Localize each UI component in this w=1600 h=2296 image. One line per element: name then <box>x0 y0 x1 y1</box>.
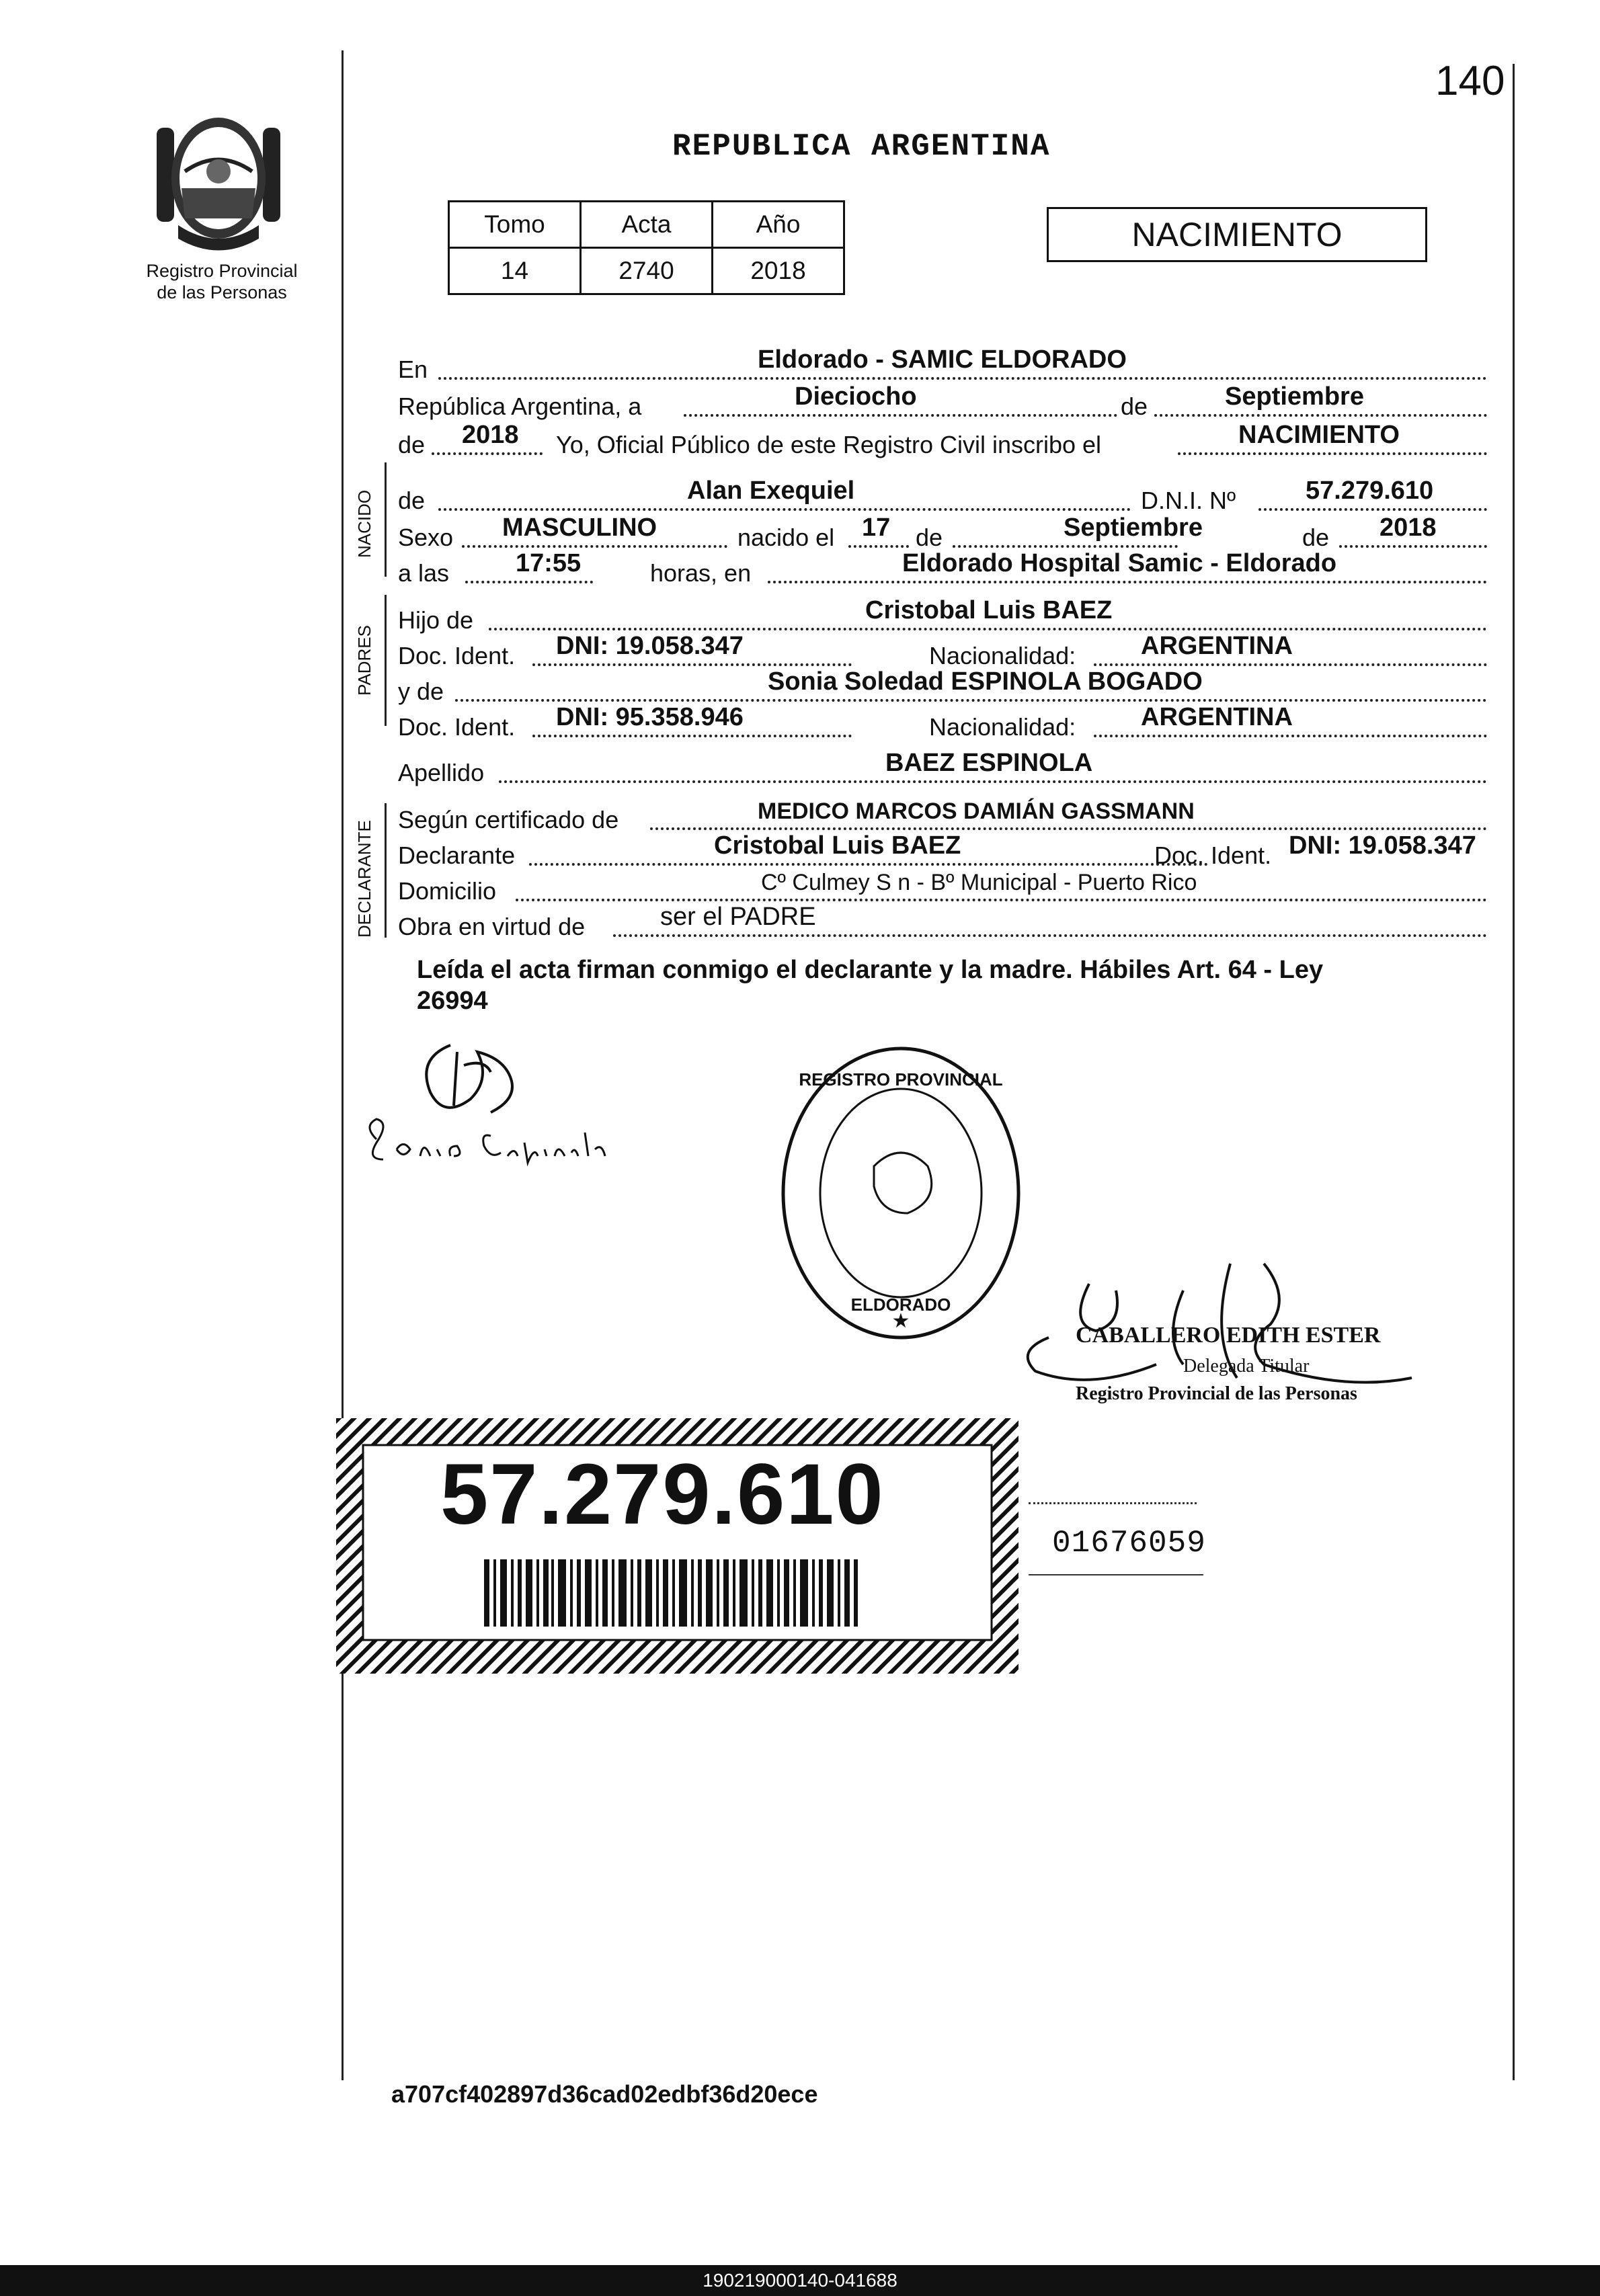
sex-value: MASCULINO <box>502 514 657 542</box>
en-label: En <box>398 356 428 383</box>
hijo-de-label: Hijo de <box>398 606 474 634</box>
address-value: Cº Culmey S n - Bº Municipal - Puerto Rico <box>761 870 1197 895</box>
footer-id-bar <box>0 2265 1600 2296</box>
table-header-acta: Acta <box>581 202 713 248</box>
nacionalidad-label: Nacionalidad: <box>929 642 1076 669</box>
apellido-label: Apellido <box>398 759 485 786</box>
serial-underline <box>1029 1574 1203 1575</box>
table-header-tomo: Tomo <box>449 202 581 248</box>
document-hash: a707cf402897d36cad02edbf36d20ece <box>391 2080 818 2108</box>
official-org: Registro Provincial de las Personas <box>1076 1383 1357 1404</box>
record-table <box>448 200 845 295</box>
nacionalidad-label: Nacionalidad: <box>929 713 1076 741</box>
registry-label-line2: de las Personas <box>157 282 287 302</box>
row-apellido <box>398 743 1487 787</box>
time-value: 17:55 <box>516 549 582 577</box>
birth-year-value: 2018 <box>1379 514 1437 542</box>
obra-label: Obra en virtud de <box>398 913 586 940</box>
closing-note <box>417 954 1466 1016</box>
table-header-ano: Año <box>713 202 844 248</box>
mother-signature <box>356 1025 639 1186</box>
padres-bracket <box>385 595 387 726</box>
registry-label-line1: Registro Provincial <box>146 261 298 281</box>
father-nationality-value: ARGENTINA <box>1141 632 1293 660</box>
closing-line-2: 26994 <box>417 987 488 1015</box>
table-value-ano: 2018 <box>713 248 844 294</box>
certificate-value: MEDICO MARCOS DAMIÁN GASSMANN <box>758 798 1195 824</box>
dotted-line <box>499 780 1487 783</box>
nacido-de-label: de <box>398 487 426 514</box>
declarant-doc-value: DNI: 19.058.347 <box>1289 831 1476 860</box>
row-mother-doc <box>398 697 1487 741</box>
mother-doc-value: DNI: 95.358.946 <box>556 703 744 731</box>
obra-value: ser el PADRE <box>660 903 816 931</box>
registry-label <box>128 260 316 303</box>
record-type-box: NACIMIENTO <box>1047 207 1427 262</box>
official-text: Yo, Oficial Público de este Registro Civil inscribo el <box>556 431 1102 458</box>
a-las-label: a las <box>398 559 450 587</box>
serial-underline-top <box>1029 1502 1197 1504</box>
de-label: de <box>1302 524 1330 551</box>
serial-number: 01676059 <box>1052 1526 1206 1561</box>
horas-label: horas, en <box>650 559 752 587</box>
doc-label: Doc. Ident. <box>398 642 516 669</box>
official-title: Delegada Titular <box>1183 1356 1310 1377</box>
registry-stamp <box>773 1038 1029 1348</box>
certificado-label: Según certificado de <box>398 806 619 833</box>
page-number: 140 <box>1435 58 1505 104</box>
left-margin-line <box>342 50 344 2080</box>
doc-label: Doc. Ident. <box>398 713 516 741</box>
mother-nationality-value: ARGENTINA <box>1141 703 1293 731</box>
year-value: 2018 <box>462 421 519 449</box>
svg-text:★: ★ <box>891 1310 910 1332</box>
right-margin-line <box>1513 64 1515 2080</box>
de-label: de <box>916 524 943 551</box>
record-kind-value: NACIMIENTO <box>1238 421 1400 449</box>
birth-month-value: Septiembre <box>1064 514 1203 542</box>
mother-name-value: Sonia Soledad ESPINOLA BOGADO <box>768 667 1203 696</box>
child-name-value: Alan Exequiel <box>687 477 855 505</box>
row-year <box>398 415 1487 459</box>
father-doc-value: DNI: 19.058.347 <box>556 632 744 660</box>
nacido-section-label: NACIDO <box>354 489 374 558</box>
dotted-line <box>613 934 1487 937</box>
month-text-value: Septiembre <box>1225 382 1364 411</box>
birth-place-value: Eldorado Hospital Samic - Eldorado <box>902 549 1337 577</box>
declarante-label: Declarante <box>398 842 516 869</box>
table-value-acta: 2740 <box>581 248 713 294</box>
de-label: de <box>1121 393 1148 420</box>
barcode <box>484 1559 861 1627</box>
dotted-line <box>1094 735 1487 737</box>
dotted-line <box>465 581 593 583</box>
row-nacido-hora <box>398 543 1487 587</box>
registry-seal-logo <box>151 108 286 255</box>
place-value: Eldorado - SAMIC ELDORADO <box>758 345 1127 374</box>
declarante-section-label: DECLARANTE <box>354 820 374 938</box>
row-obra <box>398 897 1487 941</box>
official-name: CABALLERO EDITH ESTER <box>1076 1323 1381 1348</box>
father-name-value: Cristobal Luis BAEZ <box>865 596 1113 624</box>
birth-day-value: 17 <box>862 514 891 542</box>
svg-text:ELDORADO: ELDORADO <box>850 1295 951 1315</box>
footer-id: 190219000140-041688 <box>703 2270 897 2291</box>
dotted-line <box>532 735 852 737</box>
year-prefix-label: de <box>398 431 426 458</box>
child-dni-value: 57.279.610 <box>1306 477 1434 505</box>
svg-text:REGISTRO PROVINCIAL: REGISTRO PROVINCIAL <box>799 1069 1003 1090</box>
nacido-bracket <box>385 462 387 577</box>
closing-line-1: Leída el acta firman conmigo el declarante y la madre. Hábiles Art. 64 - Ley <box>417 956 1324 984</box>
table-value-tomo: 14 <box>449 248 581 294</box>
dotted-line <box>768 581 1487 583</box>
sticker-dni-number: 57.279.610 <box>440 1446 885 1543</box>
dni-label: D.N.I. Nº <box>1141 487 1236 514</box>
doc-label: Doc. Ident. <box>1154 842 1272 869</box>
day-text-value: Dieciocho <box>795 382 917 411</box>
dotted-line <box>432 452 543 455</box>
y-de-label: y de <box>398 678 444 705</box>
nacido-el-label: nacido el <box>737 524 835 551</box>
padres-section-label: PADRES <box>354 625 374 696</box>
apellido-value: BAEZ ESPINOLA <box>885 749 1093 777</box>
declarant-name-value: Cristobal Luis BAEZ <box>714 831 961 860</box>
domicilio-label: Domicilio <box>398 877 497 905</box>
document-title: REPUBLICA ARGENTINA <box>672 129 1051 164</box>
sexo-label: Sexo <box>398 524 454 551</box>
republica-label: República Argentina, a <box>398 393 642 420</box>
dotted-line <box>1178 452 1487 455</box>
declarante-bracket <box>385 803 387 938</box>
